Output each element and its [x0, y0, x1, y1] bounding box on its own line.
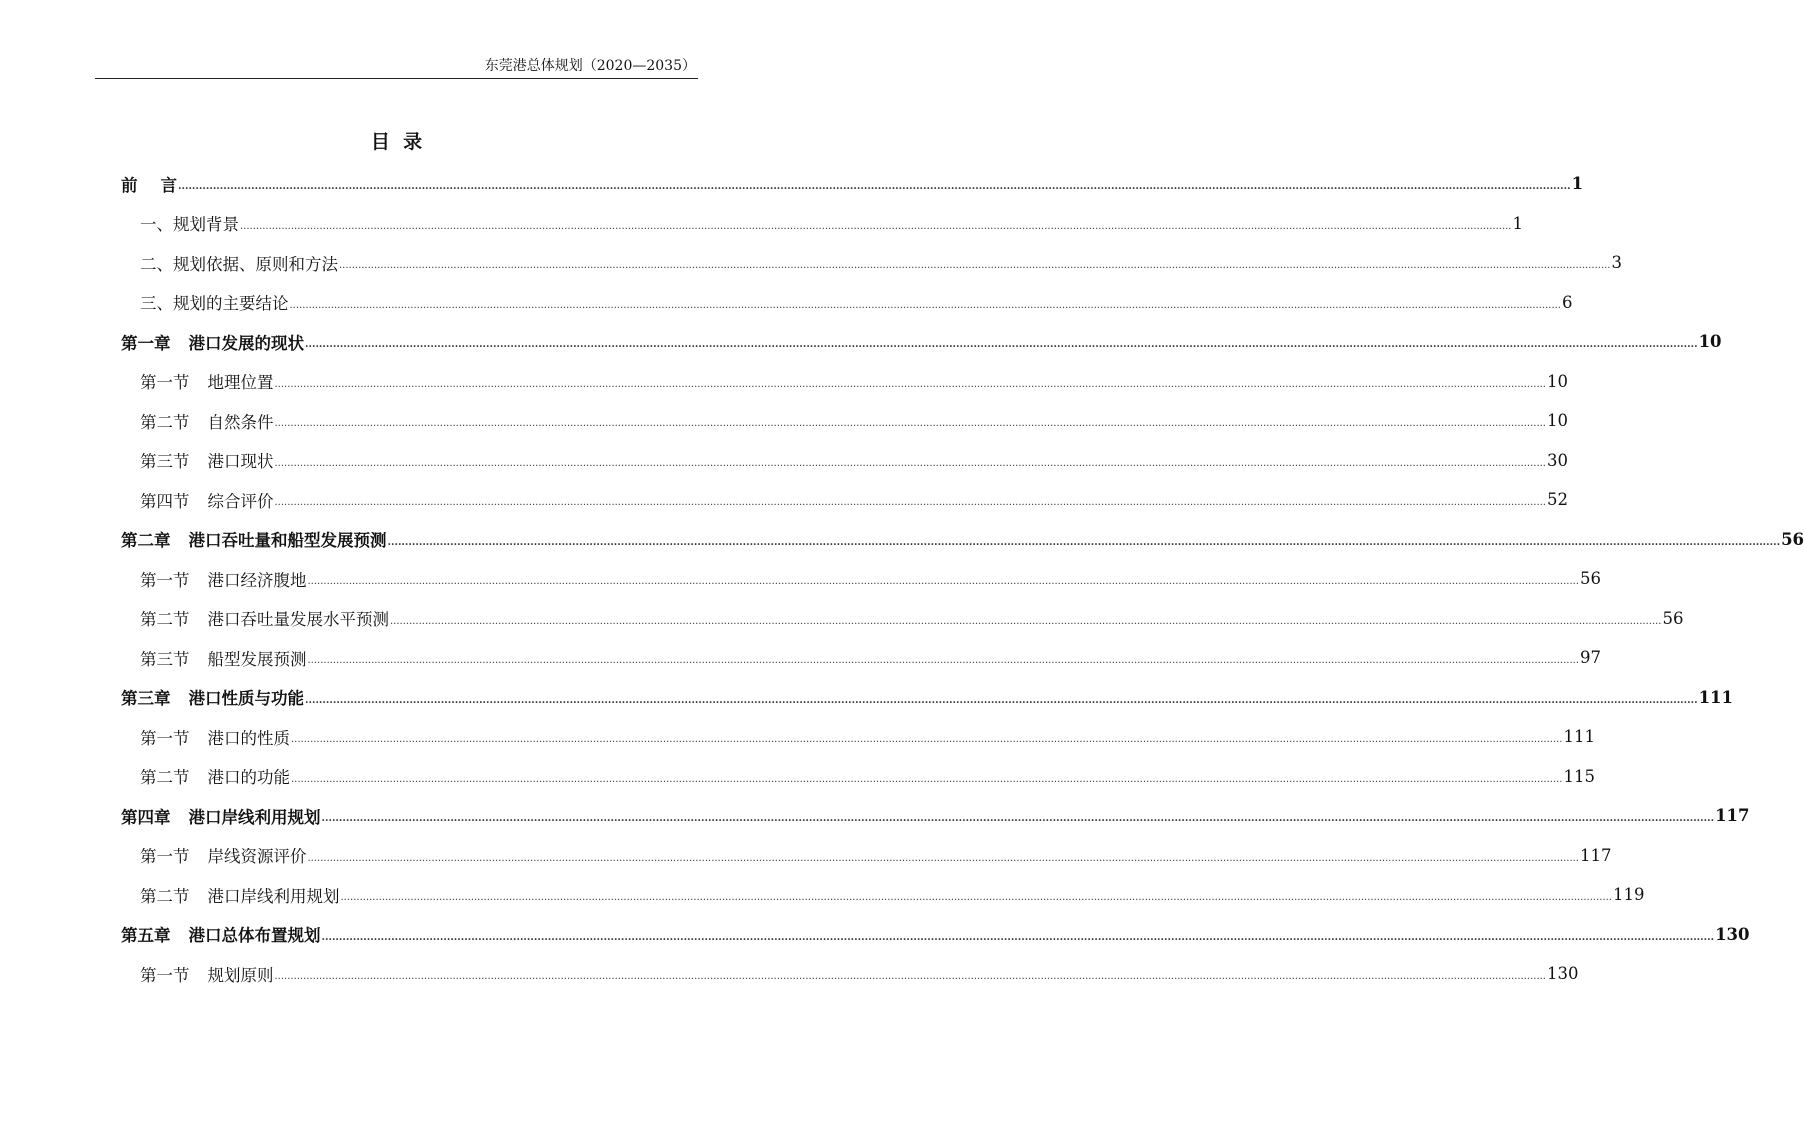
toc-entry-number: 第二章 — [121, 531, 171, 551]
toc-entry-number: 第一节 — [140, 965, 190, 985]
dot-leader: ................................................................................................................................................................................................................................................................................................................................................................................................................ — [321, 931, 1715, 943]
toc-page-number: 119 — [1612, 885, 1645, 905]
toc-page-number: 56 — [1579, 569, 1601, 589]
toc-entry-title: 港口吞吐量和船型发展预测 — [188, 531, 387, 551]
toc-entry-label — [140, 962, 274, 986]
toc-entry-title: 港口性质与功能 — [188, 689, 304, 709]
table-of-contents — [121, 164, 1804, 994]
toc-entry-title: 地理位置 — [207, 373, 274, 393]
toc-entry-number: 第二节 — [140, 768, 190, 788]
toc-page-number: 97 — [1579, 648, 1601, 668]
dot-leader: ................................................................................................................................................................................................................................................................................................................................................................................................................ — [307, 852, 1579, 864]
dot-leader: ................................................................................................................................................................................................................................................................................................................................................................................................................ — [305, 339, 1698, 351]
header-title: 东莞港总体规划（2020—2035） — [484, 58, 696, 74]
toc-entry-number: 第五章 — [121, 926, 171, 946]
toc-entry-label — [140, 290, 289, 314]
toc-entry-title: 港口现状 — [207, 452, 274, 472]
toc-page-number: 10 — [1546, 411, 1568, 431]
toc-section-entry[interactable] — [121, 441, 1568, 481]
toc-entry-title: 岸线资源评价 — [207, 847, 307, 867]
toc-entry-number: 第二节 — [140, 412, 190, 432]
dot-leader: ................................................................................................................................................................................................................................................................................................................................................................................................................ — [178, 181, 1571, 193]
toc-entry-label — [140, 369, 274, 393]
toc-entry-title: 规划原则 — [207, 965, 274, 985]
toc-entry-number: 第一节 — [140, 847, 190, 867]
toc-page-number: 10 — [1698, 332, 1722, 352]
toc-section-entry[interactable] — [121, 875, 1645, 915]
toc-entry-number: 第三章 — [121, 689, 171, 709]
toc-entry-title: 言 — [160, 175, 177, 195]
toc-chapter-entry[interactable] — [121, 164, 1584, 204]
toc-chapter-entry[interactable] — [121, 322, 1722, 362]
toc-page-number: 10 — [1546, 371, 1568, 391]
toc-page-number: 115 — [1563, 766, 1595, 786]
dot-leader: ................................................................................................................................................................................................................................................................................................................................................................................................................ — [305, 694, 1698, 706]
toc-entry-label — [140, 883, 340, 907]
toc-entry-label — [140, 764, 290, 788]
toc-entry-label — [140, 843, 307, 867]
toc-section-entry[interactable] — [121, 836, 1612, 876]
toc-entry-title: 港口的功能 — [207, 768, 290, 788]
toc-section-entry[interactable] — [121, 559, 1601, 599]
toc-entry-number: 第一节 — [140, 570, 190, 590]
toc-entry-label — [121, 685, 304, 709]
toc-entry-title: 自然条件 — [207, 412, 274, 432]
toc-entry-title: 港口岸线利用规划 — [188, 807, 321, 827]
toc-entry-title: 港口经济腹地 — [207, 570, 307, 590]
dot-leader: ................................................................................................................................................................................................................................................................................................................................................................................................................ — [240, 220, 1512, 232]
toc-chapter-entry[interactable] — [121, 915, 1750, 955]
toc-entry-label — [140, 606, 389, 630]
toc-entry-label — [140, 646, 307, 670]
toc-page-number: 117 — [1579, 845, 1612, 865]
toc-page-number: 3 — [1611, 253, 1622, 273]
toc-entry-title: 综合评价 — [207, 491, 274, 511]
dot-leader: ................................................................................................................................................................................................................................................................................................................................................................................................................ — [390, 615, 1662, 627]
toc-chapter-entry[interactable] — [121, 678, 1734, 718]
toc-entry-number: 第三节 — [140, 452, 190, 472]
toc-page-number: 111 — [1563, 727, 1595, 747]
toc-entry-number: 第四章 — [121, 807, 171, 827]
dot-leader: ................................................................................................................................................................................................................................................................................................................................................................................................................ — [274, 971, 1546, 983]
toc-page-number: 6 — [1561, 292, 1573, 312]
toc-section-entry[interactable] — [121, 362, 1568, 402]
dot-leader: ................................................................................................................................................................................................................................................................................................................................................................................................................ — [321, 813, 1715, 825]
toc-chapter-entry[interactable] — [121, 796, 1750, 836]
toc-page-number: 130 — [1546, 964, 1579, 984]
toc-entry-label — [140, 567, 307, 591]
dot-leader: ................................................................................................................................................................................................................................................................................................................................................................................................................ — [274, 418, 1546, 430]
toc-entry-label — [121, 172, 177, 196]
toc-section-entry[interactable] — [121, 757, 1595, 797]
dot-leader: ................................................................................................................................................................................................................................................................................................................................................................................................................ — [289, 299, 1561, 311]
toc-entry-title: 二、规划依据、原则和方法 — [140, 254, 338, 274]
toc-entry-label — [121, 527, 387, 551]
toc-title: 目 录 — [370, 131, 423, 153]
toc-section-entry[interactable] — [121, 638, 1601, 678]
dot-leader: ................................................................................................................................................................................................................................................................................................................................................................................................................ — [307, 655, 1579, 667]
dot-leader: ................................................................................................................................................................................................................................................................................................................................................................................................................ — [291, 773, 1563, 785]
toc-section-entry[interactable] — [121, 243, 1622, 283]
toc-entry-label — [140, 488, 274, 512]
running-header — [95, 56, 698, 79]
toc-entry-label — [140, 409, 274, 433]
toc-section-entry[interactable] — [121, 480, 1568, 520]
toc-entry-label — [140, 211, 239, 235]
toc-entry-label — [121, 804, 321, 828]
toc-page-number: 117 — [1715, 806, 1750, 826]
toc-entry-number: 第二节 — [140, 610, 190, 630]
toc-section-entry[interactable] — [121, 954, 1579, 994]
dot-leader: ................................................................................................................................................................................................................................................................................................................................................................................................................ — [274, 378, 1546, 390]
toc-section-entry[interactable] — [121, 283, 1573, 323]
toc-section-entry[interactable] — [121, 204, 1523, 244]
toc-page-number: 1 — [1512, 213, 1523, 233]
toc-section-entry[interactable] — [121, 717, 1595, 757]
toc-page-number: 56 — [1781, 529, 1804, 549]
toc-entry-number: 第一节 — [140, 728, 190, 748]
toc-entry-number: 第四节 — [140, 491, 190, 511]
dot-leader: ................................................................................................................................................................................................................................................................................................................................................................................................................ — [291, 734, 1563, 746]
toc-entry-title: 一、规划背景 — [140, 215, 239, 235]
toc-entry-number: 第二节 — [140, 886, 190, 906]
toc-entry-label — [140, 725, 290, 749]
toc-entry-title: 港口发展的现状 — [188, 333, 304, 353]
toc-entry-number: 第一节 — [140, 373, 190, 393]
toc-entry-title: 港口的性质 — [207, 728, 290, 748]
toc-section-entry[interactable] — [121, 599, 1684, 639]
toc-entry-title: 港口岸线利用规划 — [207, 886, 340, 906]
toc-section-entry[interactable] — [121, 401, 1568, 441]
dot-leader: ................................................................................................................................................................................................................................................................................................................................................................................................................ — [307, 576, 1579, 588]
dot-leader: ................................................................................................................................................................................................................................................................................................................................................................................................................ — [339, 260, 1611, 272]
toc-entry-label — [140, 448, 274, 472]
toc-entry-number: 第一章 — [121, 333, 171, 353]
toc-page-number: 111 — [1698, 687, 1734, 707]
toc-entry-number: 第三节 — [140, 649, 190, 669]
toc-entry-title: 船型发展预测 — [207, 649, 307, 669]
dot-leader: ................................................................................................................................................................................................................................................................................................................................................................................................................ — [274, 497, 1546, 509]
toc-page-number: 30 — [1546, 450, 1568, 470]
dot-leader: ................................................................................................................................................................................................................................................................................................................................................................................................................ — [340, 892, 1612, 904]
toc-entry-label — [121, 330, 304, 354]
toc-entry-title: 三、规划的主要结论 — [140, 294, 289, 314]
dot-leader: ................................................................................................................................................................................................................................................................................................................................................................................................................ — [274, 457, 1546, 469]
toc-entry-number: 前 — [121, 175, 138, 195]
dot-leader: ................................................................................................................................................................................................................................................................................................................................................................................................................ — [387, 536, 1781, 548]
toc-entry-title: 港口吞吐量发展水平预测 — [207, 610, 389, 630]
toc-entry-label — [121, 922, 321, 946]
toc-page-number: 1 — [1571, 174, 1584, 194]
toc-page-number: 52 — [1546, 490, 1568, 510]
toc-entry-title: 港口总体布置规划 — [188, 926, 321, 946]
toc-chapter-entry[interactable] — [121, 520, 1804, 560]
toc-page-number: 56 — [1662, 608, 1684, 628]
toc-entry-label — [140, 251, 338, 275]
toc-page-number: 130 — [1715, 924, 1750, 944]
